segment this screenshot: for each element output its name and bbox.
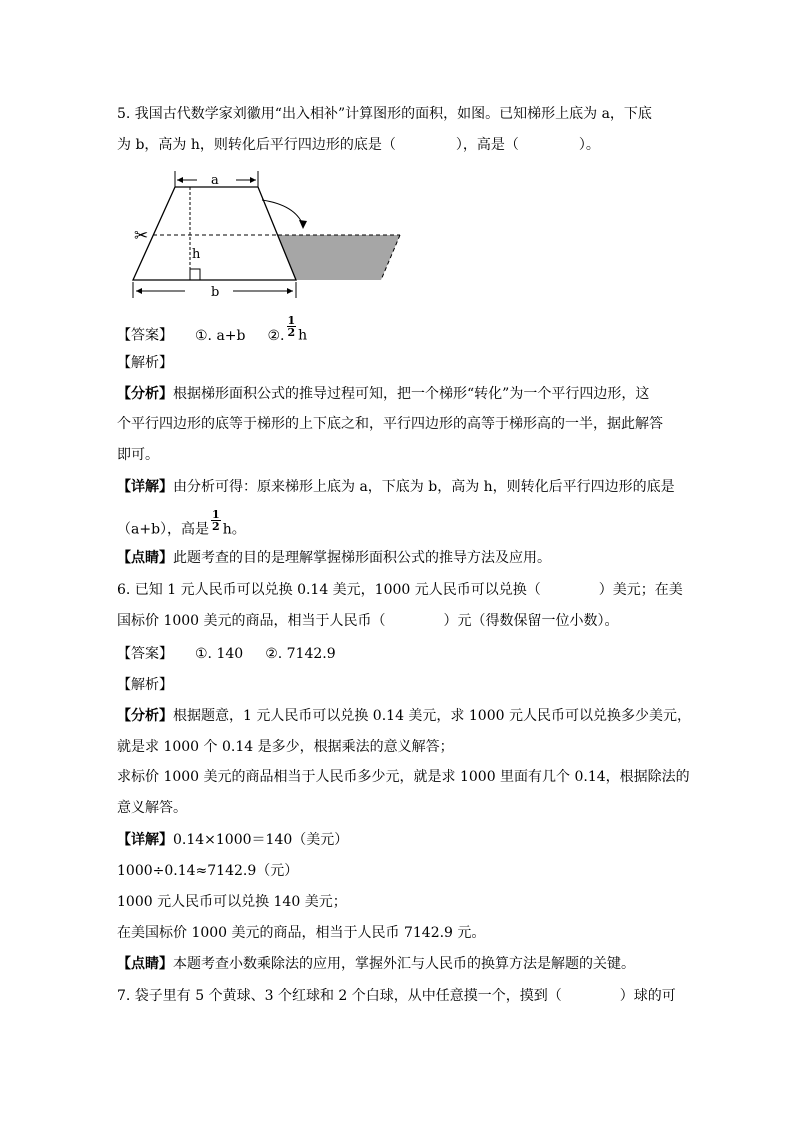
xiangjie-text: h。 xyxy=(222,521,246,538)
answer-1: ①. 140 xyxy=(195,646,244,662)
answer-2: ②. 7142.9 xyxy=(265,646,336,662)
label-b: b xyxy=(211,285,220,300)
q6-xiangjie-line1 xyxy=(117,831,348,849)
shaded-parallelogram-piece xyxy=(278,235,400,280)
dianjing-text: 此题考查的目的是理解掌握梯形面积公式的推导方法及应用。 xyxy=(173,550,551,566)
q7-text: 7. 袋子里有 5 个黄球、3 个红球和 2 个白球，从中任意摸一个，摸到（ xyxy=(117,988,562,1004)
right-angle-mark xyxy=(190,269,200,280)
dianjing-tag: 【点睛】 xyxy=(117,956,173,972)
xiangjie-tag: 【详解】 xyxy=(117,479,173,495)
q5-text: ）。 xyxy=(578,137,600,153)
q5-dianjing xyxy=(117,549,551,567)
fenxi-text: 根据题意，1 元人民币可以兑换 0.14 美元，求 1000 元人民币可以兑换多少美元， xyxy=(173,708,691,724)
q6-fenxi-line2: 就是求 1000 个 0.14 是多少，根据乘法的意义解答； xyxy=(117,739,454,755)
q6-text-line2 xyxy=(117,612,619,630)
q7-text-line1 xyxy=(117,987,676,1005)
q6-text: ）元（得数保留一位小数）。 xyxy=(443,613,619,629)
q6-jiexi: 【解析】 xyxy=(117,677,173,693)
scissors-icon: ✂ xyxy=(134,226,149,246)
q5-text: 为 b，高为 h，则转化后平行四边形的底是（ xyxy=(117,137,396,153)
q5-jiexi: 【解析】 xyxy=(117,355,173,371)
fenxi-text: 根据梯形面积公式的推导过程可知，把一个梯形“转化”为一个平行四边形，这 xyxy=(173,386,650,402)
q6-text: 国标价 1000 美元的商品，相当于人民币（ xyxy=(117,613,386,629)
xiangjie-text: （a+b），高是 xyxy=(117,521,210,538)
q6-text: 6. 已知 1 元人民币可以兑换 0.14 美元，1000 元人民币可以兑换（ xyxy=(117,582,541,598)
xiangjie-text: 由分析可得：原来梯形上底为 a，下底为 b，高为 h，则转化后平行四边形的底是 xyxy=(173,479,675,495)
q6-xiangjie-line3: 1000 元人民币可以兑换 140 美元； xyxy=(117,894,347,910)
q5-xiangjie-line1 xyxy=(117,478,675,496)
fenxi-tag: 【分析】 xyxy=(117,708,173,724)
label-h: h xyxy=(192,247,201,262)
fenxi-tag: 【分析】 xyxy=(117,386,173,402)
q6-fenxi-line4: 意义解答。 xyxy=(117,800,187,816)
q6-xiangjie-line4: 在美国标价 1000 美元的商品，相当于人民币 7142.9 元。 xyxy=(117,925,486,941)
xiangjie-text: 0.14×1000＝140（美元） xyxy=(173,832,349,848)
trapezoid-figure xyxy=(0,0,794,320)
xiangjie-tag: 【详解】 xyxy=(117,832,173,848)
q6-text-line1 xyxy=(117,581,683,599)
answer-1: ①. a+b xyxy=(195,327,246,344)
q6-dianjing xyxy=(117,955,635,973)
q5-xiangjie-line2 xyxy=(117,508,246,541)
fraction-one-half: $\frac{1}{2}$ xyxy=(212,508,220,533)
answer-2-tail: h xyxy=(298,327,308,344)
answer-2: ②. xyxy=(267,327,285,344)
q6-fenxi-line1 xyxy=(117,707,691,725)
label-a: a xyxy=(211,173,219,188)
trapezoid xyxy=(133,187,296,280)
q5-text-line1: 5. 我国古代数学家刘徽用“出入相补”计算图形的面积，如图。已知梯形上底为 a，下底 xyxy=(117,106,652,122)
fraction-one-half: $\frac{1}{2}$ xyxy=(287,314,296,339)
q5-answer xyxy=(117,314,308,347)
dianjing-text: 本题考查小数乘除法的应用，掌握外汇与人民币的换算方法是解题的关键。 xyxy=(173,956,635,972)
q5-fenxi-line3: 即可。 xyxy=(117,447,159,463)
q6-xiangjie-line2: 1000÷0.14≈7142.9（元） xyxy=(117,863,299,879)
answer-tag: 【答案】 xyxy=(117,327,173,344)
q6-text: ）美元；在美 xyxy=(598,582,683,598)
answer-tag: 【答案】 xyxy=(117,646,173,662)
q6-answer xyxy=(117,645,336,663)
q6-fenxi-line3: 求标价 1000 美元的商品相当于人民币多少元，就是求 1000 里面有几个 0.14，根据除法的 xyxy=(117,769,690,785)
q7-text: ）球的可 xyxy=(619,988,676,1004)
q5-text: ），高是（ xyxy=(455,137,519,153)
q5-fenxi-line1 xyxy=(117,385,649,403)
dianjing-tag: 【点睛】 xyxy=(117,550,173,566)
q5-fenxi-line2: 个平行四边形的底等于梯形的上下底之和，平行四边形的高等于梯形高的一半，据此解答 xyxy=(117,416,663,432)
